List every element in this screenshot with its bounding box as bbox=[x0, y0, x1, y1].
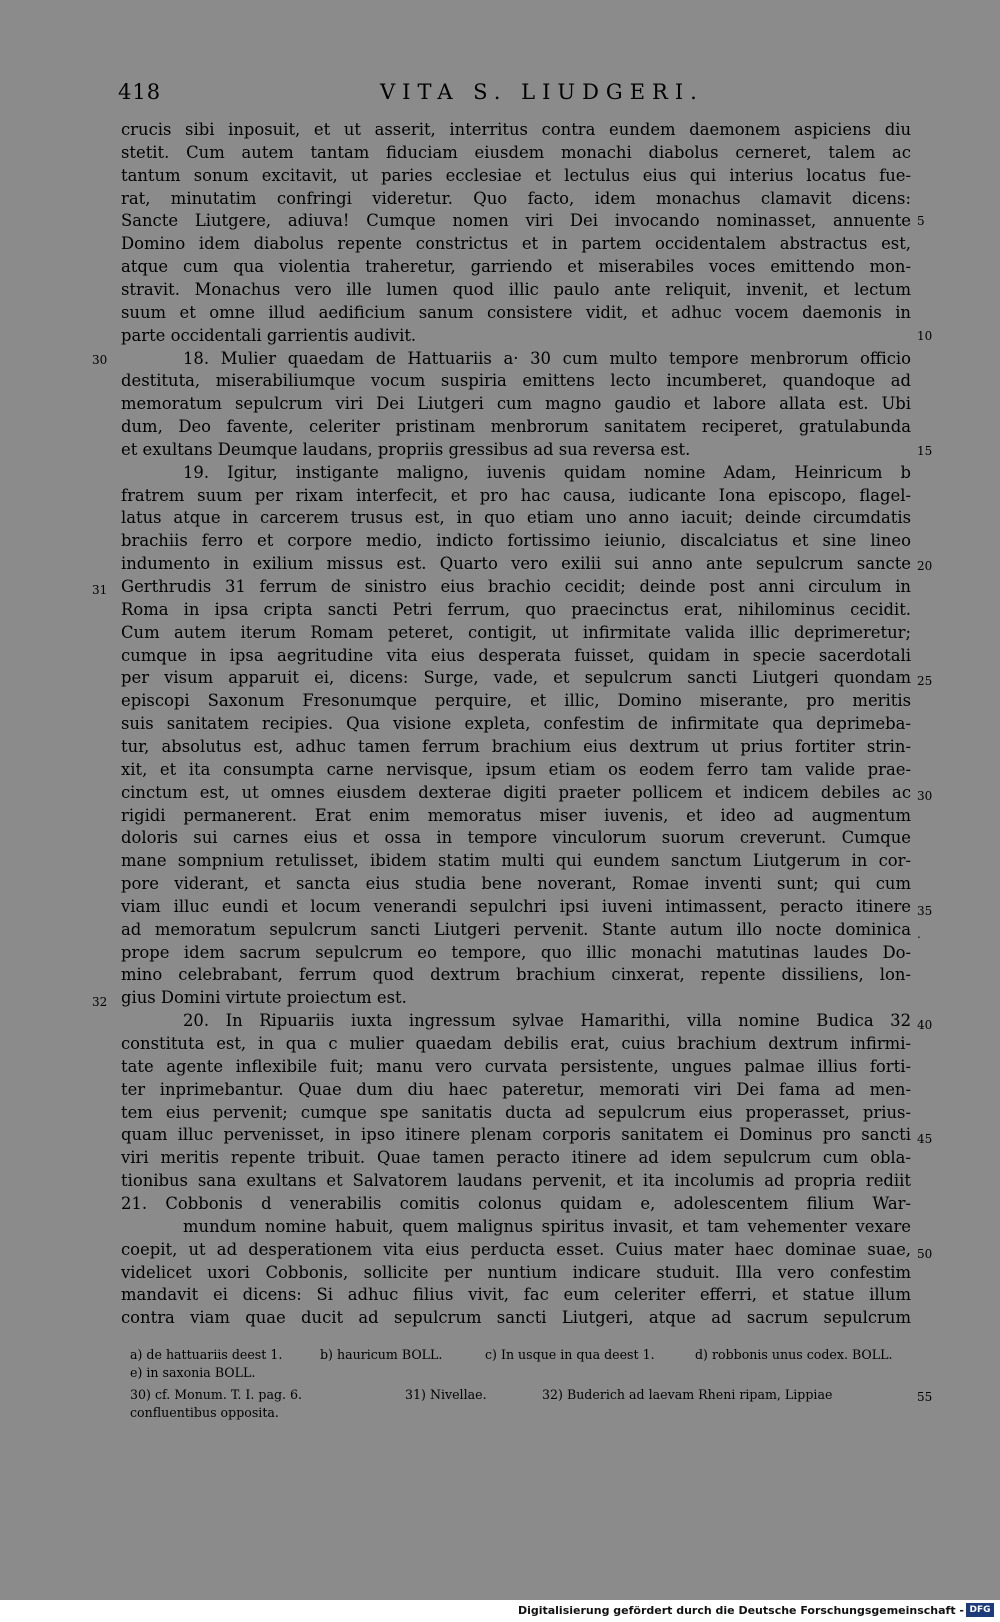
footer-bar bbox=[0, 1600, 1000, 1622]
footnote-30: 30) cf. Monum. T. I. pag. 6. bbox=[130, 1387, 303, 1402]
text-line: destituta, miserabiliumque vocum suspiria emittens lecto incumberet, quandoque ad bbox=[121, 371, 911, 391]
text-line: mane sompnium retulisset, ibidem statim multi qui eundem sanctum Liutgerum in cor- bbox=[121, 851, 911, 871]
note-number-left: 32 bbox=[92, 995, 108, 1009]
text-line: stetit. Cum autem tantam fiduciam eiusdem monachi diabolus cerneret, talem ac bbox=[121, 142, 911, 162]
text-line: fratrem suum per rixam interfecit, et pro hac causa, iudicante Iona episcopo, flagel- bbox=[121, 485, 911, 505]
text-line: brachiis ferro et corpore medio, indicto fortissimo ieiunio, discalciatus et sine lineo bbox=[121, 531, 911, 551]
text-line: mino celebrabant, ferrum quod dextrum brachium cinxerat, repente dissiliens, lon- bbox=[121, 965, 911, 985]
text-line: gius Domini virtute proiectum est. bbox=[121, 988, 407, 1008]
text-line: 21. Cobbonis d venerabilis comitis colonus quidam e, adolescentem filium War- bbox=[121, 1193, 911, 1213]
line-number-right: 25 bbox=[917, 674, 933, 688]
text-line: memoratum sepulcrum viri Dei Liutgeri cum magno gaudio et labore allata est. Ubi bbox=[121, 394, 911, 414]
line-number-right: 5 bbox=[917, 214, 925, 228]
text-line: 20. In Ripuariis iuxta ingressum sylvae Hamarithi, villa nomine Budica 32 bbox=[183, 1011, 911, 1031]
text-line: tem eius pervenit; cumque spe sanitatis ducta ad sepulcrum eius properasset, prius- bbox=[121, 1102, 911, 1122]
line-number-right: 35 bbox=[917, 904, 933, 918]
text-line: Domino idem diabolus repente constrictus et in partem occidentalem abstractus est, bbox=[121, 234, 911, 254]
text-line: parte occidentali garrientis audivit. bbox=[121, 325, 417, 345]
text-line: Sancte Liutgere, adiuva! Cumque nomen viri Dei invocando nominasset, annuente bbox=[121, 211, 911, 231]
line-number-right: 50 bbox=[917, 1247, 933, 1261]
text-line: contra viam quae ducit ad sepulcrum sancti Liutgeri, atque ad sacrum sepulcrum bbox=[121, 1308, 911, 1328]
text-line: dum, Deo favente, celeriter pristinam menbrorum sanitatem reciperet, gratulabunda bbox=[121, 417, 911, 437]
text-line: ad memoratum sepulcrum sancti Liutgeri pervenit. Stante autum illo nocte dominica bbox=[121, 919, 911, 939]
line-number-right: . bbox=[917, 927, 921, 941]
text-line: Cum autem iterum Romam peteret, contigit, ut infirmitate valida illic deprimeretur; bbox=[121, 622, 911, 642]
text-line: Gerthrudis 31 ferrum de sinistro eius brachio cecidit; deinde post anni circulum in bbox=[121, 577, 911, 596]
text-line: pore viderant, et sancta eius studia bene noverant, Romae inventi sunt; qui cum bbox=[121, 874, 911, 894]
footnote-b: b) hauricum BOLL. bbox=[320, 1347, 443, 1362]
text-line: mandavit ei dicens: Si adhuc filius vivit, fac eum celeriter efferri, et statue illum bbox=[121, 1285, 911, 1305]
text-line: tur, absolutus est, adhuc tamen ferrum brachium eius dextrum ut prius fortiter strin- bbox=[121, 736, 911, 756]
text-line: 19. Igitur, instigante maligno, iuvenis quidam nomine Adam, Heinricum b bbox=[183, 462, 911, 482]
footnote-e: e) in saxonia BOLL. bbox=[130, 1365, 256, 1380]
text-line: Roma in ipsa cripta sancti Petri ferrum, quo praecinctus erat, nihilominus cecidit. bbox=[121, 599, 911, 619]
text-line: indumento in exilium missus est. Quarto vero exilii sui anno ante sepulcrum sancte bbox=[121, 554, 911, 574]
footnote-32: 32) Buderich ad laevam Rheni ripam, Lippiae bbox=[542, 1387, 833, 1402]
dfg-logo: DFG bbox=[966, 1603, 994, 1617]
line-number-right: 20 bbox=[917, 559, 933, 573]
text-line: rigidi permanerent. Erat enim memoratus miser iuvenis, et ideo ad augmentum bbox=[121, 805, 911, 825]
footnote-32-cont: confluentibus opposita. bbox=[130, 1405, 279, 1420]
text-line: crucis sibi inposuit, et ut asserit, interritus contra eundem daemonem aspiciens diu bbox=[121, 120, 911, 139]
footnote-31: 31) Nivellae. bbox=[405, 1387, 487, 1402]
text-line: tantum sonum excitavit, ut paries ecclesiae et lectulus eius qui interius locatus fue- bbox=[121, 165, 911, 185]
line-number-right: 30 bbox=[917, 789, 933, 803]
text-line: mundum nomine habuit, quem malignus spiritus invasit, et tam vehementer vexare bbox=[183, 1216, 911, 1236]
page-number: 418 bbox=[118, 80, 162, 104]
text-line: rat, minutatim confringi videretur. Quo facto, idem monachus clamavit dicens: bbox=[121, 188, 911, 208]
text-line: xit, et ita consumpta carne nervisque, ipsum etiam os eodem ferro tam valide prae- bbox=[121, 759, 911, 779]
text-line: stravit. Monachus vero ille lumen quod illic paulo ante reliquit, invenit, et lectum bbox=[121, 279, 911, 299]
note-number-left: 31 bbox=[92, 583, 108, 597]
line-number-right: 15 bbox=[917, 444, 933, 458]
text-line: ter inprimebantur. Quae dum diu haec pateretur, memorati viri Dei fama ad men- bbox=[121, 1079, 911, 1099]
running-title: VITA S. LIUDGERI. bbox=[380, 80, 704, 104]
text-line: 18. Mulier quaedam de Hattuariis a· 30 cum multo tempore menbrorum officio bbox=[183, 348, 911, 368]
text-line: videlicet uxori Cobbonis, sollicite per nuntium indicare studuit. Illa vero confestim bbox=[121, 1262, 911, 1282]
line-number-right: 40 bbox=[917, 1018, 933, 1032]
text-line: doloris sui carnes eius et ossa in tempore vinculorum suorum creverunt. Cumque bbox=[121, 828, 911, 848]
text-line: cumque in ipsa aegritudine vita eius desperata fuisset, quidam in specie sacerdotali bbox=[121, 645, 911, 665]
text-line: coepit, ut ad desperationem vita eius perducta esset. Cuius mater haec dominae suae, bbox=[121, 1239, 911, 1259]
text-line: tionibus sana exultans et Salvatorem laudans pervenit, et ita incolumis ad propria rediit bbox=[121, 1171, 911, 1191]
footnote-c: c) In usque in qua deest 1. bbox=[485, 1347, 655, 1362]
footnote-a: a) de hattuariis deest 1. bbox=[130, 1347, 283, 1362]
funding-credit: Digitalisierung gefördert durch die Deutsche Forschungsgemeinschaft - bbox=[517, 1604, 964, 1617]
footnote-d: d) robbonis unus codex. BOLL. bbox=[695, 1347, 893, 1362]
text-line: quam illuc pervenisset, in ipso itinere plenam corporis sanitatem ei Dominus pro sancti bbox=[121, 1125, 911, 1145]
note-number-left: 30 bbox=[92, 353, 108, 367]
text-line: cinctum est, ut omnes eiusdem dexterae digiti praeter pollicem et indicem debiles ac bbox=[121, 782, 911, 802]
text-line: prope idem sacrum sepulcrum eo tempore, quo illic monachi matutinas laudes Do- bbox=[121, 942, 911, 962]
text-line: per visum apparuit ei, dicens: Surge, vade, et sepulcrum sancti Liutgeri quondam bbox=[121, 668, 911, 688]
line-number-right: 45 bbox=[917, 1132, 933, 1146]
text-line: viri meritis repente tribuit. Quae tamen peracto itinere ad idem sepulcrum cum obla- bbox=[121, 1148, 911, 1168]
line-number-right: 55 bbox=[917, 1390, 933, 1404]
line-number-right: 10 bbox=[917, 329, 933, 343]
text-line: suum et omne illud aedificium sanum consistere vidit, et adhuc vocem daemonis in bbox=[121, 302, 911, 322]
text-line: tate agente inflexibile fuit; manu vero curvata persistente, ungues palmae illius forti- bbox=[121, 1056, 911, 1076]
text-line: suis sanitatem recipies. Qua visione expleta, confestim de infirmitate qua deprimeba- bbox=[121, 714, 911, 734]
text-line: latus atque in carcerem trusus est, in quo etiam uno anno iacuit; deinde circumdatis bbox=[121, 508, 911, 528]
text-line: et exultans Deumque laudans, propriis gressibus ad sua reversa est. bbox=[121, 439, 691, 459]
text-line: constituta est, in qua c mulier quaedam debilis erat, cuius brachium dextrum infirmi- bbox=[121, 1034, 911, 1053]
text-line: atque cum qua violentia traheretur, garriendo et miserabiles voces emittendo mon- bbox=[121, 257, 911, 277]
text-line: viam illuc eundi et locum venerandi sepulchri ipsi iuveni intimassent, peracto itinere bbox=[121, 896, 911, 916]
text-line: episcopi Saxonum Fresonumque perquire, et illic, Domino miserante, pro meritis bbox=[121, 691, 911, 711]
